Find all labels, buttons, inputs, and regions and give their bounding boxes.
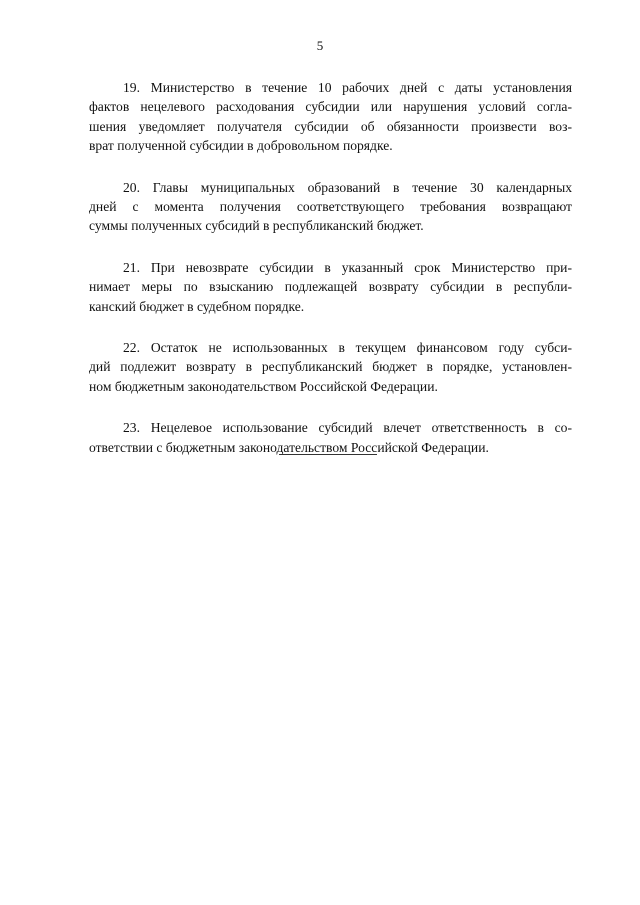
- paragraph-22: [89, 338, 572, 396]
- paragraph-line: 22. Остаток не использованных в текущем финансовом году субси-: [123, 340, 572, 356]
- paragraph-line: нимает меры по взысканию подлежащей возврату субсидии в республи-: [89, 279, 572, 295]
- paragraph-line: дней с момента получения соответствующего требования возвращают: [89, 199, 572, 215]
- paragraph-23: [89, 418, 572, 457]
- paragraph-line: 20. Главы муниципальных образований в течение 30 календарных: [123, 179, 572, 195]
- closing-divider-line: [279, 454, 377, 455]
- paragraph-line: дий подлежит возврату в республиканский бюджет в порядке, установлен-: [89, 359, 572, 375]
- paragraph-20: [89, 178, 572, 236]
- paragraph-line: канский бюджет в судебном порядке.: [89, 298, 305, 314]
- document-body: [89, 78, 572, 479]
- paragraph-19: [89, 78, 572, 156]
- paragraph-line: ответствии с бюджетным законодательством Российской Федерации.: [89, 439, 489, 455]
- paragraph-line: 23. Нецелевое использование субсидий влечет ответственность в со-: [123, 420, 572, 436]
- paragraph-line: 21. При невозврате субсидии в указанный срок Министерство при-: [123, 259, 572, 275]
- paragraph-line: 19. Министерство в течение 10 рабочих дней с даты установления: [123, 80, 572, 95]
- paragraph-line: врат полученной субсидии в добровольном порядке.: [89, 138, 393, 154]
- paragraph-line: шения уведомляет получателя субсидии об обязанности произвести воз-: [89, 118, 572, 134]
- paragraph-21: [89, 258, 572, 316]
- page-number: 5: [316, 38, 324, 53]
- paragraph-line: суммы полученных субсидий в республиканский бюджет.: [89, 218, 424, 234]
- paragraph-line: фактов нецелевого расходования субсидии или нарушения условий согла-: [89, 99, 572, 115]
- paragraph-line: ном бюджетным законодательством Российской Федерации.: [89, 378, 438, 394]
